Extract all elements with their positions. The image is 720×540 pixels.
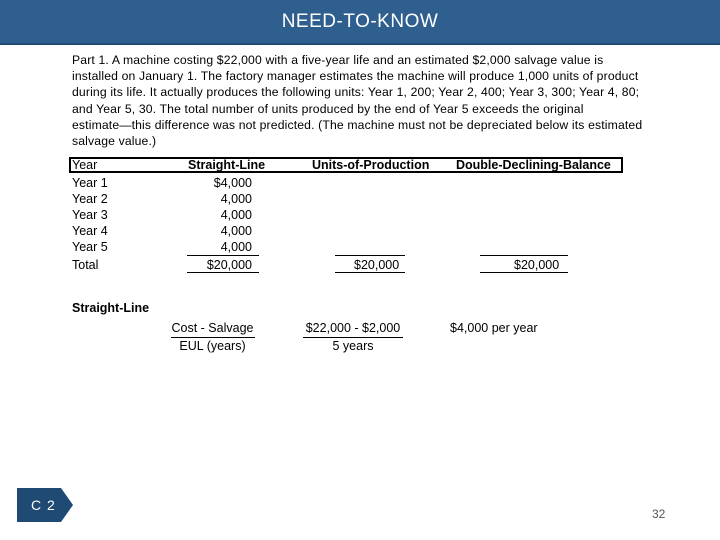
problem-line: salvage value.) [72, 134, 157, 149]
header-year: Year [72, 158, 98, 172]
total-underline-straight-line [187, 272, 259, 273]
problem-line: installed on January 1. The factory manager estimates the machine will produce 1,000 units of product [72, 69, 639, 84]
problem-line: during its life. It actually produces the following units: Year 1, 200; Year 2, 400; Year 3, 300; Year 4, 80; [72, 85, 640, 100]
row-total-label: Total [72, 258, 99, 272]
row-total-double-declining-balance: $20,000 [514, 258, 560, 272]
row-straight-line-value: $4,000 [213, 176, 252, 190]
problem-line: estimate—this difference was not predicted. (The machine must not be depreciated below its estimated [72, 117, 643, 132]
title-bar [0, 0, 720, 45]
values-denominator: 5 years [332, 338, 374, 353]
page-number: 32 [652, 507, 666, 521]
page-title: NEED-TO-KNOW [281, 10, 439, 32]
row-straight-line-value: 4,000 [220, 240, 252, 254]
formula-numerator: Cost - Salvage [171, 321, 254, 335]
problem-line: Part 1. A machine costing $22,000 with a five-year life and an estimated $2,000 salvage value is [72, 53, 604, 67]
row-year-label: Year 1 [72, 176, 108, 190]
depreciation-table [69, 157, 623, 272]
straight-line-formula [165, 320, 260, 354]
problem-line: and Year 5, 30. The total number of units produced by the end of Year 5 exceeds the original [72, 101, 584, 116]
header-units-of-production: Units-of-Production [312, 158, 430, 172]
total-rule-double-declining-balance [480, 255, 568, 256]
values-numerator: $22,000 - $2,000 [305, 321, 401, 335]
straight-line-values [298, 320, 408, 354]
total-underline-double-declining-balance [480, 272, 568, 273]
row-straight-line-value: 4,000 [220, 192, 252, 206]
row-straight-line-value: 4,000 [220, 224, 252, 238]
header-double-declining-balance: Double-Declining-Balance [456, 158, 611, 172]
row-straight-line-value: 4,000 [220, 208, 252, 222]
row-total-units-of-production: $20,000 [354, 258, 400, 272]
straight-line-section-label: Straight-Line [72, 301, 150, 315]
total-rule-units-of-production [335, 255, 405, 256]
problem-statement [72, 52, 672, 149]
row-total-straight-line: $20,000 [206, 258, 252, 272]
total-rule-straight-line [187, 255, 259, 256]
total-underline-units-of-production [335, 272, 405, 273]
row-year-label: Year 3 [72, 208, 108, 222]
row-year-label: Year 5 [72, 240, 108, 254]
row-year-label: Year 4 [72, 224, 108, 238]
straight-line-result: $4,000 per year [450, 321, 538, 335]
row-year-label: Year 2 [72, 192, 108, 206]
objective-badge [17, 488, 73, 522]
header-straight-line: Straight-Line [188, 158, 266, 172]
formula-denominator: EUL (years) [179, 338, 246, 353]
badge-label: C 2 [31, 497, 56, 513]
